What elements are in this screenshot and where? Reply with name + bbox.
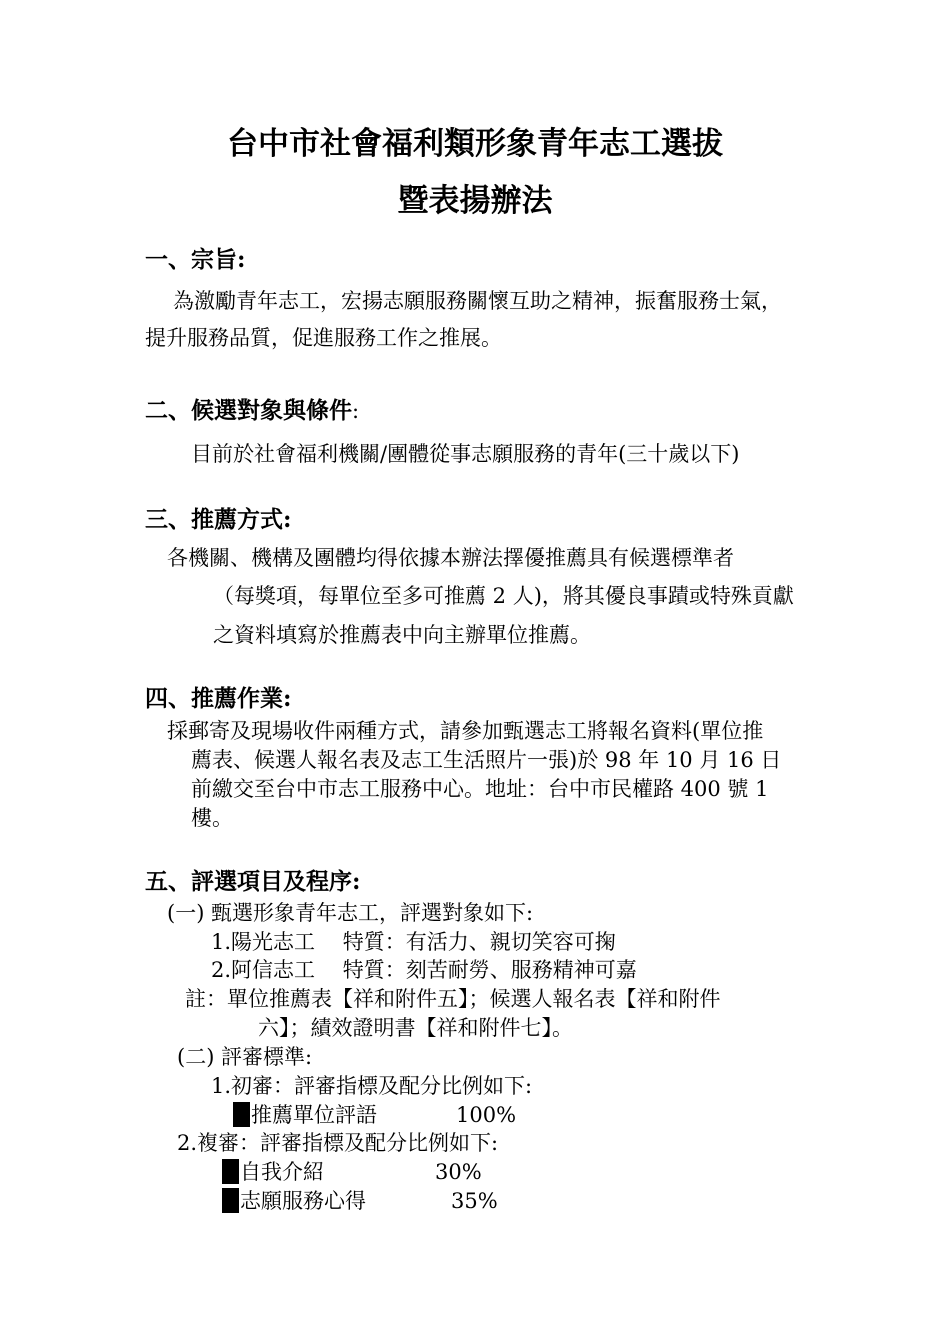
section-5-sub-2: (二) 評審標準: <box>177 1045 313 1069</box>
section-1-heading: 一、宗旨: <box>145 246 246 273</box>
section-1-line-1: 為激勵青年志工，宏揚志願服務關懷互助之精神，振奮服務士氣， <box>173 289 782 313</box>
section-5-item-1: 1.陽光志工 特質：有活力、親切笑容可掬 <box>211 930 616 954</box>
section-2-heading <box>145 396 359 426</box>
section-4-line-2: 薦表、候選人報名表及志工生活照片一張)於 98 年 10 月 16 日 <box>191 748 782 772</box>
section-2-heading-text: 二、候選對象與條件 <box>145 397 352 424</box>
criterion-row-2 <box>222 1157 324 1187</box>
section-1-line-2: 提升服務品質，促進服務工作之推展。 <box>145 326 502 350</box>
document-title-line1: 台中市社會福利類形象青年志工選拔 <box>227 126 723 162</box>
criterion-1-value: 100% <box>456 1103 517 1127</box>
section-2-heading-colon: : <box>352 399 360 423</box>
document-title-line2: 暨表揚辦法 <box>397 183 553 219</box>
criterion-1-label: 推薦單位評語 <box>251 1103 377 1127</box>
section-3-heading: 三、推薦方式: <box>145 506 292 533</box>
section-3-line-1: 各機關、機構及團體均得依據本辦法擇優推薦具有候選標準者 <box>167 546 734 570</box>
criterion-3-label: 志願服務心得 <box>240 1189 366 1213</box>
black-square-bullet-icon <box>222 1159 239 1184</box>
section-5-item-2: 2.阿信志工 特質：刻苦耐勞、服務精神可嘉 <box>211 958 637 982</box>
black-square-bullet-icon <box>222 1188 239 1213</box>
section-4-heading: 四、推薦作業: <box>145 685 292 712</box>
section-5-step-2: 2.複審：評審指標及配分比例如下: <box>177 1131 499 1155</box>
criterion-row-1 <box>233 1100 377 1130</box>
black-square-bullet-icon <box>233 1102 250 1127</box>
section-4-line-1: 採郵寄及現場收件兩種方式，請參加甄選志工將報名資料(單位推 <box>167 719 764 743</box>
criterion-2-label: 自我介紹 <box>240 1160 324 1184</box>
section-5-step-1: 1.初審：評審指標及配分比例如下: <box>211 1074 533 1098</box>
section-2-line-1: 目前於社會福利機關/團體從事志願服務的青年(三十歲以下) <box>191 442 740 466</box>
section-3-line-2: （每獎項，每單位至多可推薦 2 人)，將其優良事蹟或特殊貢獻 <box>213 584 794 608</box>
section-3-line-3: 之資料填寫於推薦表中向主辦單位推薦。 <box>213 623 591 647</box>
section-5-sub-1: (一) 甄選形象青年志工，評選對象如下: <box>167 901 534 925</box>
criterion-3-value: 35% <box>451 1189 498 1213</box>
section-5-note-line-2: 六】；績效證明書【祥和附件七】。 <box>258 1016 573 1040</box>
criterion-2-value: 30% <box>435 1160 482 1184</box>
criterion-row-3 <box>222 1186 366 1216</box>
section-4-line-4: 樓。 <box>191 806 233 830</box>
section-4-line-3: 前繳交至台中市志工服務中心。地址：台中市民權路 400 號 1 <box>191 777 769 801</box>
section-5-note-line-1: 註：單位推薦表【祥和附件五】；候選人報名表【祥和附件 <box>185 987 721 1011</box>
section-5-heading: 五、評選項目及程序: <box>145 868 361 895</box>
